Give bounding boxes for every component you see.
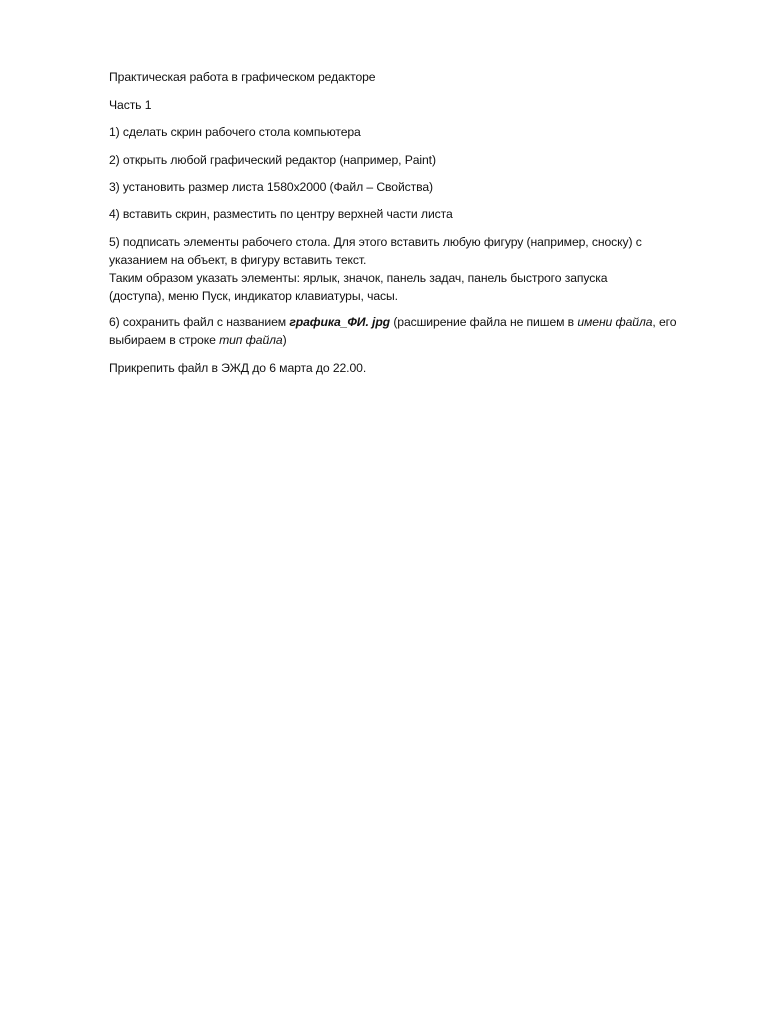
step-5-line-4: (доступа), меню Пуск, индикатор клавиатуры, часы.: [109, 289, 398, 303]
step-1: 1) сделать скрин рабочего стола компьютера: [109, 125, 361, 139]
step-6-line-2: [109, 331, 729, 349]
step-6-line-2-suffix: ): [282, 333, 287, 347]
step-6-line-1: [109, 313, 729, 331]
step-6: [109, 313, 729, 349]
step-6-filename: графика_ФИ. jpg: [289, 315, 391, 329]
deadline-note: Прикрепить файл в ЭЖД до 6 марта до 22.00.: [109, 361, 367, 375]
step-4: 4) вставить скрин, разместить по центру верхней части листа: [109, 207, 453, 221]
step-2: 2) открыть любой графический редактор (например, Paint): [109, 153, 436, 167]
step-6-field-name: имени файла: [577, 315, 653, 329]
step-5-line-1: 5) подписать элементы рабочего стола. Для этого вставить любую фигуру (например, сноску) с: [109, 235, 642, 249]
step-5-line-3: Таким образом указать элементы: ярлык, значок, панель задач, панель быстрого запуска: [109, 271, 608, 285]
step-6-prefix: 6) сохранить файл с названием: [109, 315, 290, 329]
step-6-field-type: тип файла: [219, 333, 283, 347]
step-6-line-2-prefix: выбираем в строке: [109, 333, 220, 347]
step-5: [109, 233, 729, 305]
step-3: 3) установить размер листа 1580х2000 (Файл – Свойства): [109, 180, 434, 194]
step-5-line-2: указанием на объект, в фигуру вставить текст.: [109, 253, 367, 267]
part-heading: Часть 1: [109, 98, 152, 112]
document-title: Практическая работа в графическом редакторе: [109, 70, 376, 84]
step-6-suffix: , его: [652, 315, 677, 329]
step-6-middle: (расширение файла не пишем в: [390, 315, 578, 329]
